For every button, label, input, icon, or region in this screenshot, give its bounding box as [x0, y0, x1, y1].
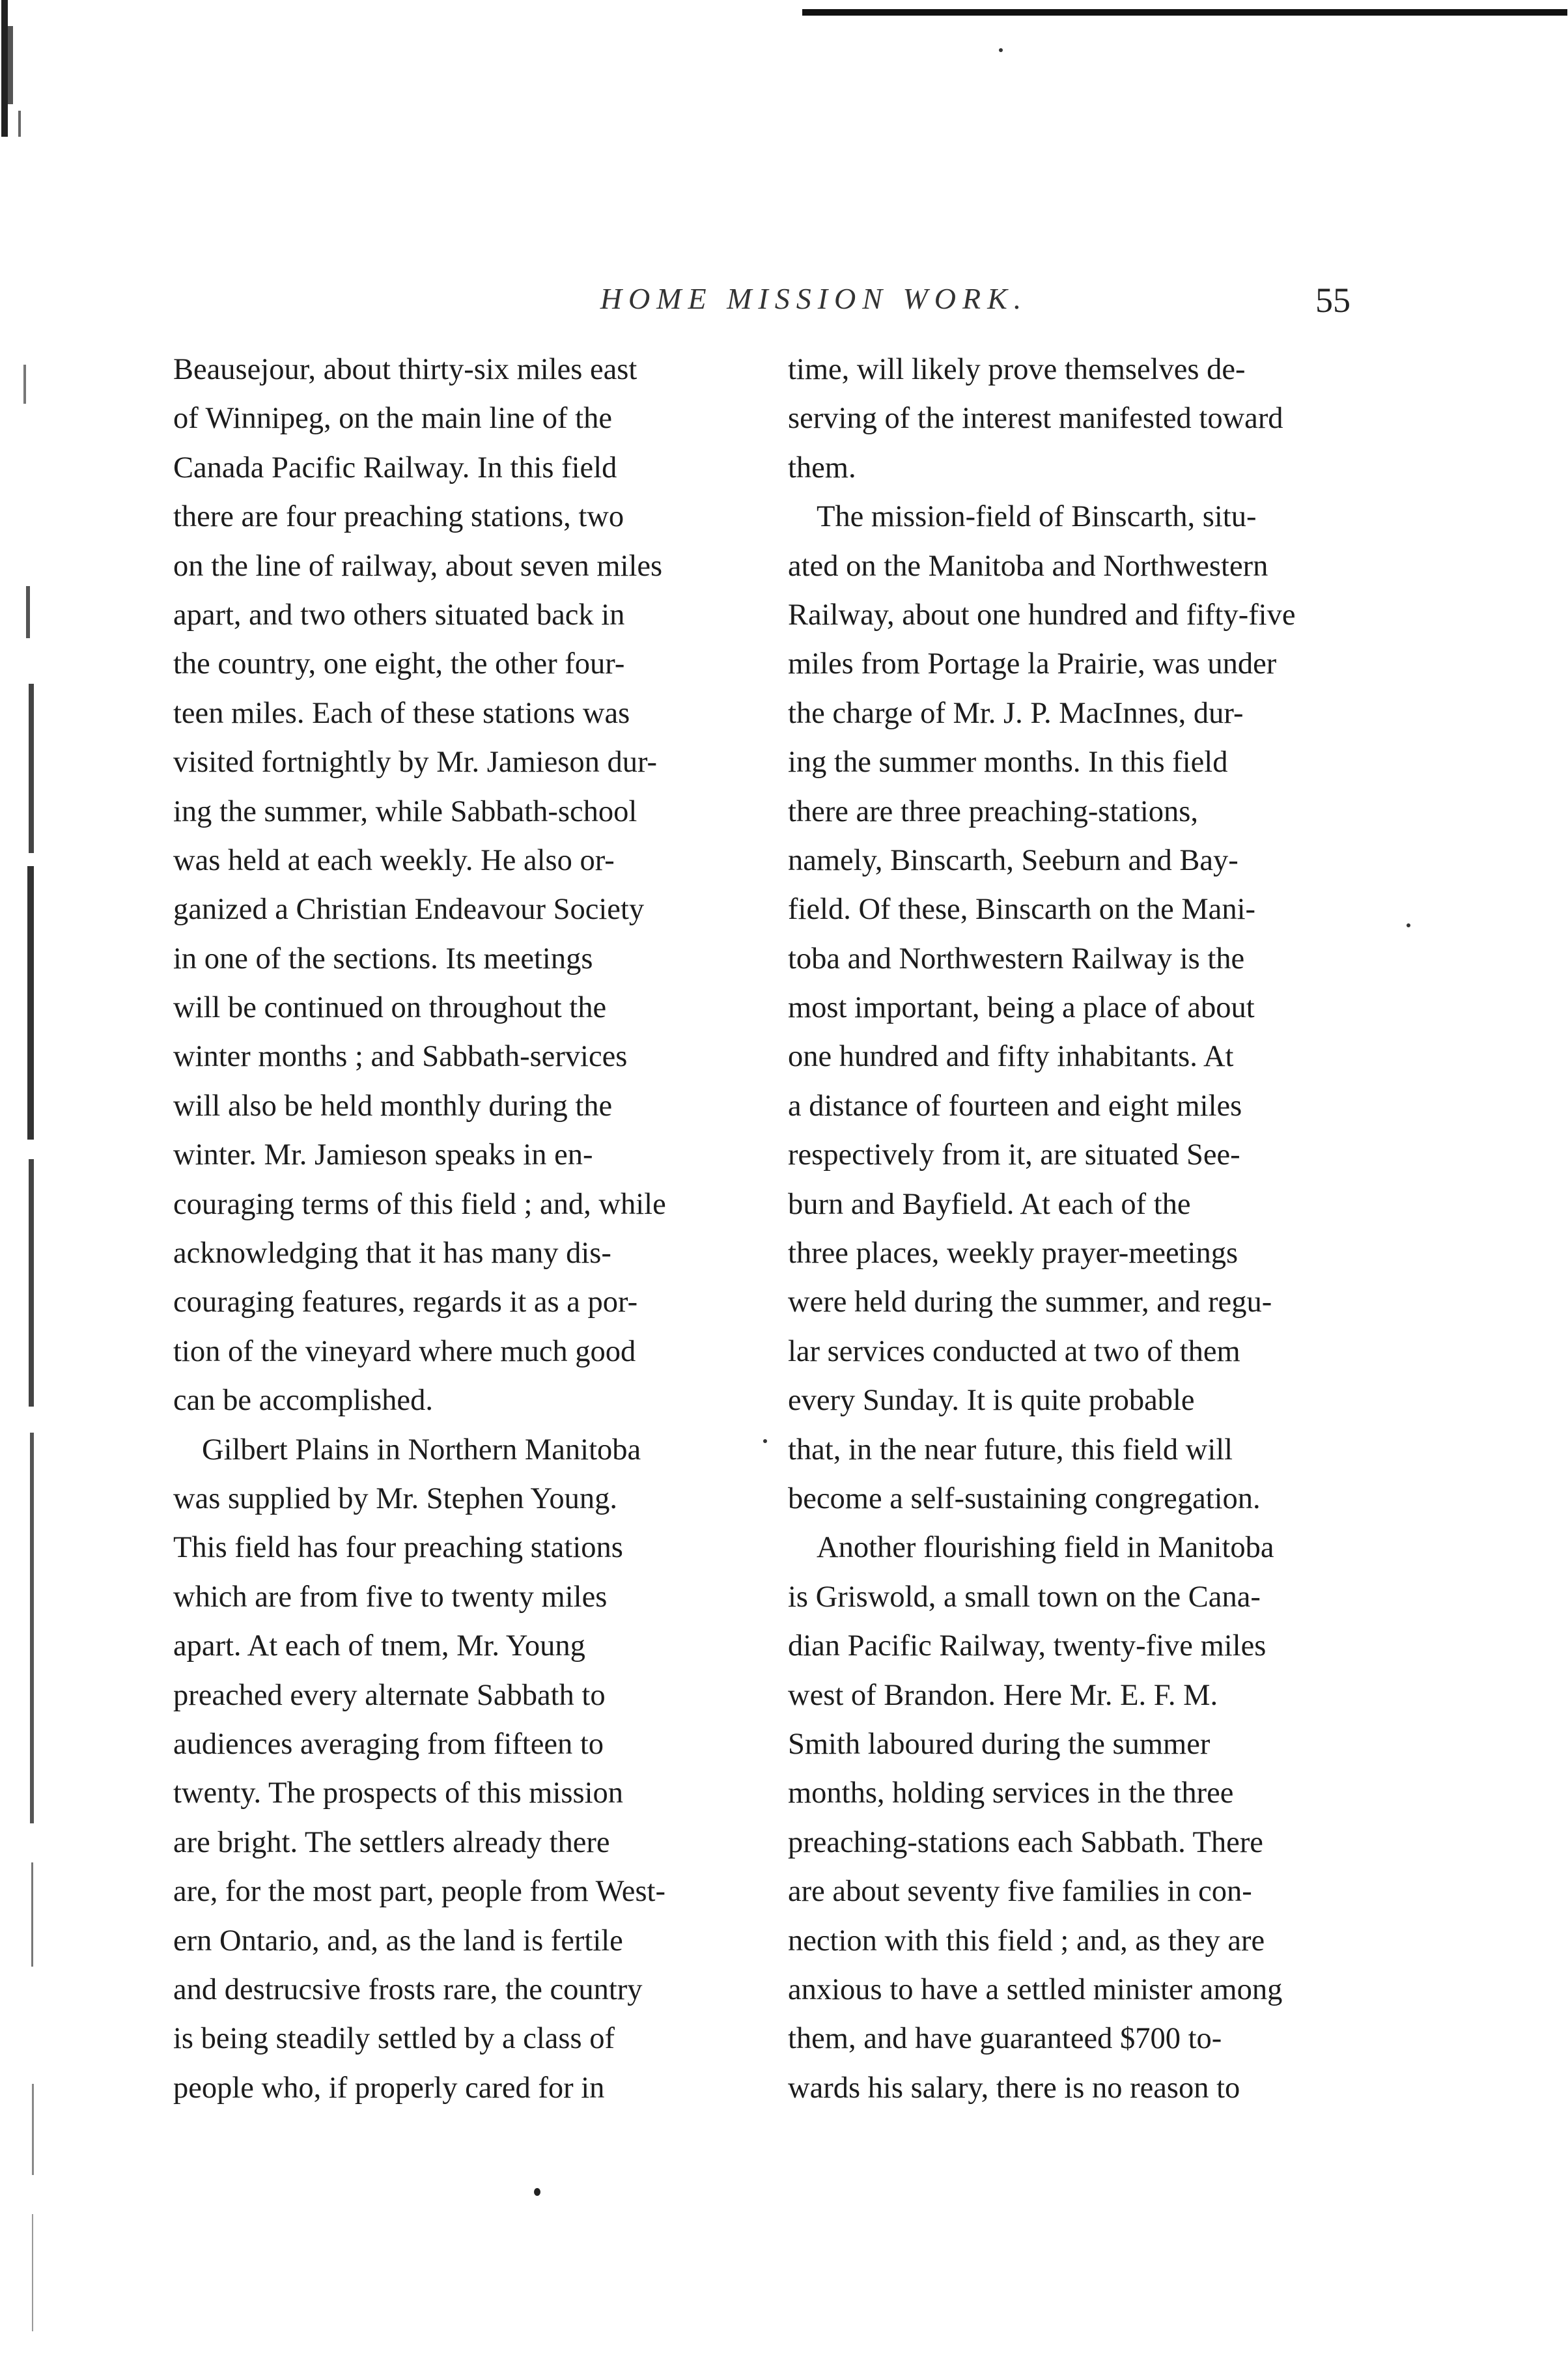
right-column [788, 345, 1362, 2112]
right-column-line: are about seventy five families in con- [788, 1875, 1252, 1909]
footer-dot [534, 2188, 540, 2196]
right-column-line: namely, Binscarth, Seeburn and Bay- [788, 843, 1239, 877]
right-column-line: time, will likely prove themselves de- [788, 353, 1246, 386]
left-column-line: and destrucsive frosts rare, the country [173, 1972, 643, 2006]
left-column [173, 345, 748, 2112]
ink-speck [1407, 923, 1410, 927]
left-column-line: there are four preaching stations, two [173, 500, 624, 534]
left-column-line: was held at each weekly. He also or- [173, 843, 615, 877]
left-column-line: will be continued on throughout the [173, 991, 607, 1025]
right-column-line: become a self-sustaining congregation. [788, 1481, 1261, 1515]
right-column-line: respectively from it, are situated See- [788, 1138, 1240, 1172]
right-column-line: Railway, about one hundred and fifty-five [788, 598, 1296, 632]
right-column-line: one hundred and fifty inhabitants. At [788, 1040, 1234, 1074]
right-column-line: most important, being a place of about [788, 991, 1255, 1025]
right-column-line: ing the summer months. In this field [788, 746, 1228, 779]
right-column-line: toba and Northwestern Railway is the [788, 942, 1245, 975]
right-column-line: west of Brandon. Here Mr. E. F. M. [788, 1678, 1218, 1712]
left-column-line: the country, one eight, the other four- [173, 647, 625, 681]
top-rule [802, 9, 1567, 16]
left-column-line: in one of the sections. Its meetings [173, 942, 593, 975]
right-column-line: preaching-stations each Sabbath. There [788, 1825, 1263, 1859]
right-column-line: ated on the Manitoba and Northwestern [788, 549, 1268, 583]
left-column-line: on the line of railway, about seven miles [173, 549, 663, 583]
right-column-line: burn and Bayfield. At each of the [788, 1187, 1191, 1221]
right-column-line: dian Pacific Railway, twenty-five miles [788, 1629, 1267, 1663]
right-column-line: there are three preaching-stations, [788, 794, 1199, 828]
right-column-line: three places, weekly prayer-meetings [788, 1237, 1239, 1270]
right-column-line: serving of the interest manifested toward [788, 402, 1283, 436]
left-column-line: couraging terms of this field ; and, while [173, 1187, 666, 1221]
right-column-line: Smith laboured during the summer [788, 1727, 1211, 1761]
right-column-line: wards his salary, there is no reason to [788, 2071, 1240, 2105]
left-column-line: twenty. The prospects of this mission [173, 1776, 623, 1810]
left-column-line: Canada Pacific Railway. In this field [173, 451, 617, 484]
left-column-line: was supplied by Mr. Stephen Young. [173, 1481, 618, 1515]
left-column-line: ganized a Christian Endeavour Society [173, 893, 645, 927]
right-column-line: nection with this field ; and, as they are [788, 1924, 1265, 1958]
right-column-line: miles from Portage la Prairie, was under [788, 647, 1277, 681]
binding-edge-shadow [0, 0, 52, 2358]
left-column-line: Beausejour, about thirty-six miles east [173, 353, 637, 386]
right-column-line: lar services conducted at two of them [788, 1334, 1240, 1368]
left-column-line: ing the summer, while Sabbath-school [173, 794, 637, 828]
right-column-line: that, in the near future, this field will [788, 1433, 1233, 1467]
left-column-line: preached every alternate Sabbath to [173, 1678, 606, 1712]
right-column-line: Another flourishing field in Manitoba [817, 1531, 1274, 1565]
right-column-line: were held during the summer, and regu- [788, 1285, 1272, 1319]
right-column-line: a distance of fourteen and eight miles [788, 1089, 1242, 1123]
left-column-line: is being steadily settled by a class of [173, 2022, 615, 2056]
left-column-line: people who, if properly cared for in [173, 2071, 605, 2105]
left-column-line: winter months ; and Sabbath-services [173, 1040, 628, 1074]
right-column-line: The mission-field of Binscarth, situ- [817, 500, 1257, 534]
left-column-line: visited fortnightly by Mr. Jamieson dur- [173, 746, 658, 779]
running-head: HOME MISSION WORK. [600, 282, 1028, 315]
left-column-line: audiences averaging from fifteen to [173, 1727, 604, 1761]
left-column-line: Gilbert Plains in Northern Manitoba [202, 1433, 641, 1467]
left-column-line: of Winnipeg, on the main line of the [173, 402, 612, 436]
left-column-line: which are from five to twenty miles [173, 1580, 608, 1614]
right-column-line: every Sunday. It is quite probable [788, 1384, 1195, 1418]
page-number: 55 [1315, 281, 1351, 320]
left-column-line: are bright. The settlers already there [173, 1825, 610, 1859]
right-column-line: the charge of Mr. J. P. MacInnes, dur- [788, 696, 1244, 730]
ink-speck [999, 48, 1003, 52]
left-column-line: teen miles. Each of these stations was [173, 696, 630, 730]
left-column-line: are, for the most part, people from West- [173, 1875, 665, 1909]
right-column-line: them. [788, 451, 856, 484]
right-column-line: months, holding services in the three [788, 1776, 1234, 1810]
left-column-line: can be accomplished. [173, 1384, 433, 1418]
right-column-line: anxious to have a settled minister among [788, 1972, 1283, 2006]
left-column-line: will also be held monthly during the [173, 1089, 613, 1123]
right-column-line: them, and have guaranteed $700 to- [788, 2022, 1222, 2056]
left-column-line: winter. Mr. Jamieson speaks in en- [173, 1138, 593, 1172]
left-column-line: couraging features, regards it as a por- [173, 1285, 638, 1319]
left-column-line: This field has four preaching stations [173, 1531, 623, 1565]
ink-speck [763, 1439, 767, 1443]
left-column-line: apart, and two others situated back in [173, 598, 625, 632]
left-column-line: ern Ontario, and, as the land is fertile [173, 1924, 623, 1958]
left-column-line: acknowledging that it has many dis- [173, 1237, 611, 1270]
left-column-line: apart. At each of tnem, Mr. Young [173, 1629, 585, 1663]
right-column-line: is Griswold, a small town on the Cana- [788, 1580, 1261, 1614]
right-column-line: field. Of these, Binscarth on the Mani- [788, 893, 1255, 927]
left-column-line: tion of the vineyard where much good [173, 1334, 636, 1368]
